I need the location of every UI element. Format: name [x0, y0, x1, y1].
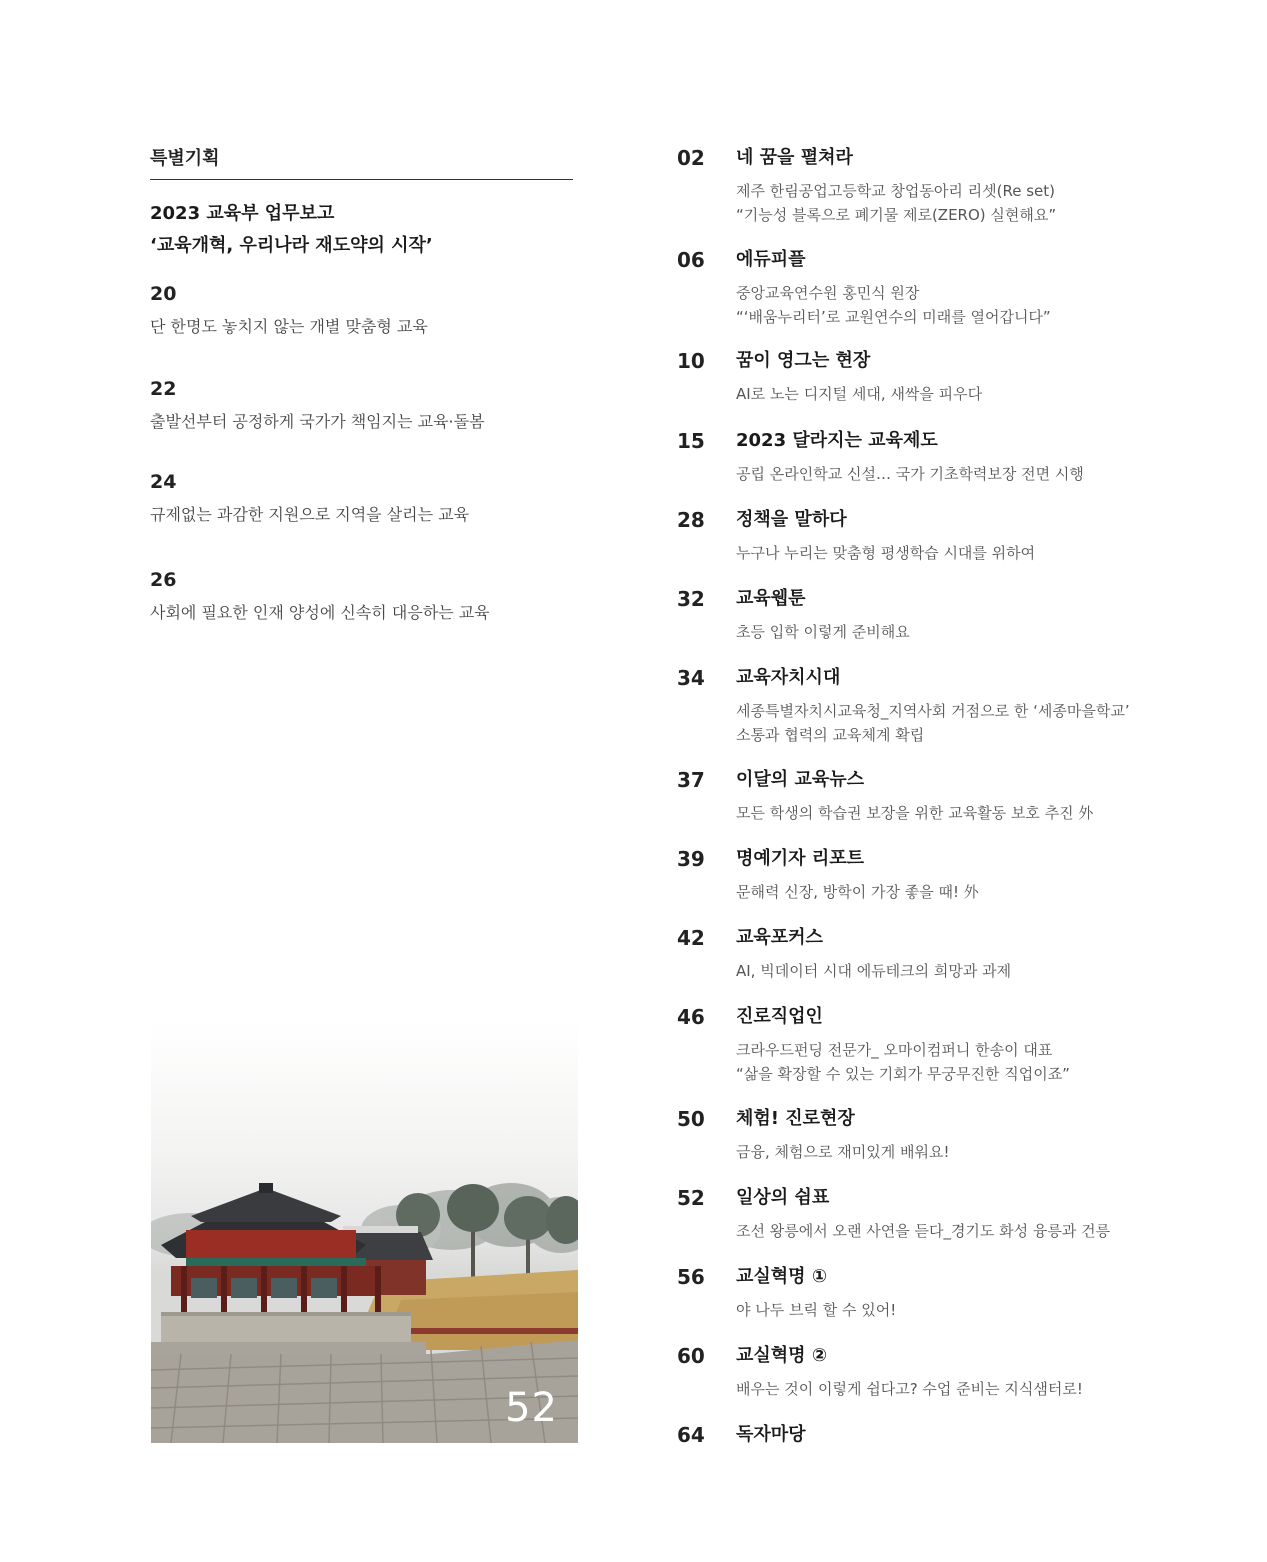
toc-title: 네 꿈을 펼쳐라 [736, 147, 853, 168]
toc-description-line: 제주 한림공업고등학교 창업동아리 리셋(Re set) [736, 182, 1056, 200]
toc-description [736, 462, 1084, 486]
toc-title: 에듀피플 [736, 249, 806, 270]
toc-description [736, 382, 982, 406]
special-item[interactable] [150, 568, 490, 624]
toc-description [736, 179, 1056, 227]
toc-title: 교실혁명 ① [736, 1266, 828, 1287]
special-item[interactable] [150, 282, 428, 338]
toc-description-line: 세종특별자치시교육청_지역사회 거점으로 한 ‘세종마을학교’ [736, 702, 1130, 720]
toc-description [736, 1038, 1070, 1086]
special-item-page: 24 [150, 471, 177, 493]
toc-description [736, 959, 1011, 983]
special-feature-section [150, 144, 573, 622]
toc-title: 교육웹툰 [736, 588, 806, 609]
special-item-page: 22 [150, 378, 177, 400]
toc-title: 일상의 쉼표 [736, 1187, 830, 1208]
special-feature-title [150, 198, 573, 262]
toc-description [736, 1140, 949, 1164]
toc-description-line: “기능성 블록으로 폐기물 제로(ZERO) 실현해요” [736, 206, 1057, 224]
toc-title: 진로직업인 [736, 1006, 823, 1027]
toc-description [736, 620, 910, 644]
toc-page-number: 39 [677, 847, 705, 871]
photo-page-number: 52 [505, 1385, 558, 1431]
toc-description-line: 조선 왕릉에서 오랜 사연을 듣다_경기도 화성 융릉과 건릉 [736, 1222, 1111, 1240]
toc-title: 꿈이 영그는 현장 [736, 350, 871, 371]
toc-description-line: “‘배움누리터’로 교원연수의 미래를 열어갑니다” [736, 308, 1051, 326]
toc-description [736, 801, 1093, 825]
toc-description [736, 880, 979, 904]
toc-description-line: 모든 학생의 학습권 보장을 위한 교육활동 보호 추진 外 [736, 804, 1094, 822]
special-item-text: 출발선부터 공정하게 국가가 책임지는 교육·돌봄 [150, 412, 485, 431]
toc-description [736, 1377, 1083, 1401]
toc-title: 교육포커스 [736, 927, 823, 948]
toc-page-number: 50 [677, 1107, 705, 1131]
toc-title: 정책을 말하다 [736, 509, 847, 530]
toc-description-line: 크라우드펀딩 전문가_ 오마이컴퍼니 한송이 대표 [736, 1041, 1053, 1059]
toc-page-number: 46 [677, 1005, 705, 1029]
toc-title: 체험! 진로현장 [736, 1108, 855, 1129]
toc-page-number: 56 [677, 1265, 705, 1289]
special-item-page: 26 [150, 569, 177, 591]
toc-description [736, 1219, 1110, 1243]
toc-description [736, 1298, 896, 1322]
special-feature-heading: 특별기획 [150, 144, 573, 180]
toc-description-line: 금융, 체험으로 재미있게 배워요! [736, 1143, 950, 1161]
toc-page-number: 06 [677, 248, 705, 272]
toc-description [736, 699, 1130, 747]
toc-description-line: 누구나 누리는 맞춤형 평생학습 시대를 위하여 [736, 544, 1036, 562]
special-item-text: 단 한명도 놓치지 않는 개별 맞춤형 교육 [150, 317, 428, 336]
toc-title: 이달의 교육뉴스 [736, 769, 864, 790]
toc-page-number: 42 [677, 926, 705, 950]
toc-page-number: 32 [677, 587, 705, 611]
special-title-line1: 2023 교육부 업무보고 [150, 203, 335, 224]
toc-page-number: 15 [677, 429, 705, 453]
special-item-page: 20 [150, 283, 177, 305]
toc-description [736, 281, 1051, 329]
toc-title: 2023 달라지는 교육제도 [736, 430, 938, 451]
toc-description-line: AI로 노는 디지털 세대, 새싹을 피우다 [736, 385, 983, 403]
royal-tomb-illustration [151, 1020, 578, 1443]
special-item[interactable] [150, 377, 485, 433]
toc-page-number: 60 [677, 1344, 705, 1368]
toc-description-line: 초등 입학 이렇게 준비해요 [736, 623, 910, 641]
special-item[interactable] [150, 470, 469, 526]
toc-page-number: 64 [677, 1423, 705, 1447]
toc-page-number: 37 [677, 768, 705, 792]
special-item-text: 사회에 필요한 인재 양성에 신속히 대응하는 교육 [150, 603, 490, 622]
toc-page-number: 02 [677, 146, 705, 170]
toc-page-number: 10 [677, 349, 705, 373]
special-item-text: 규제없는 과감한 지원으로 지역을 살리는 교육 [150, 505, 470, 524]
toc-page-number: 28 [677, 508, 705, 532]
special-title-line2: ‘교육개혁, 우리나라 재도약의 시작’ [150, 235, 433, 256]
toc-title: 교육자치시대 [736, 667, 841, 688]
toc-title: 명예기자 리포트 [736, 848, 864, 869]
toc-description-line: 문해력 신장, 방학이 가장 좋을 때! 外 [736, 883, 979, 901]
toc-description-line: “삶을 확장할 수 있는 기회가 무궁무진한 직업이죠” [736, 1065, 1070, 1083]
toc-description-line: 야 나두 브릭 할 수 있어! [736, 1301, 897, 1319]
toc-title: 교실혁명 ② [736, 1345, 828, 1366]
toc-description-line: 공립 온라인학교 신설… 국가 기초학력보장 전면 시행 [736, 465, 1084, 483]
toc-description [736, 541, 1035, 565]
toc-title: 독자마당 [736, 1424, 806, 1445]
toc-description-line: 소통과 협력의 교육체계 확립 [736, 726, 925, 744]
toc-description-line: 중앙교육연수원 홍민식 원장 [736, 284, 920, 302]
toc-description-line: AI, 빅데이터 시대 에듀테크의 희망과 과제 [736, 962, 1012, 980]
toc-description-line: 배우는 것이 이렇게 쉽다고? 수업 준비는 지식샘터로! [736, 1380, 1083, 1398]
toc-page-number: 34 [677, 666, 705, 690]
toc-page-number: 52 [677, 1186, 705, 1210]
royal-tomb-photo[interactable] [151, 1020, 578, 1443]
